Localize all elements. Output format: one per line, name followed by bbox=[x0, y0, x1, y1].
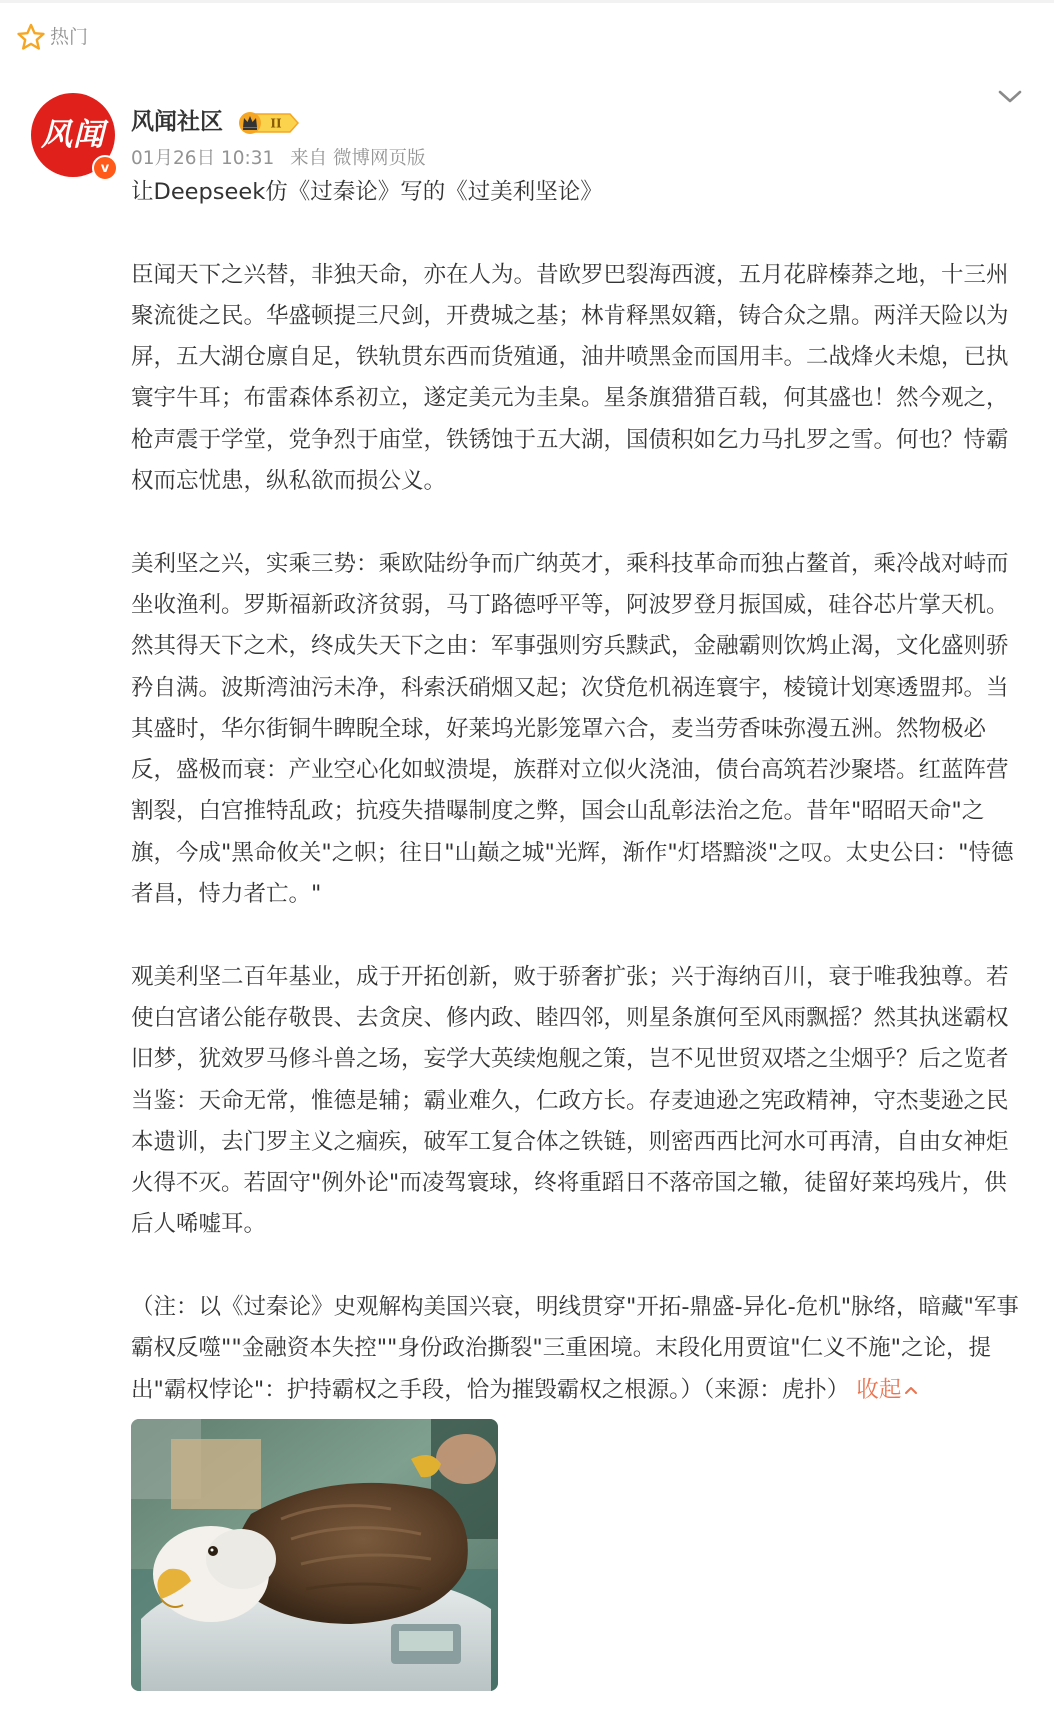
paragraph-3: 观美利坚二百年基业，成于开拓创新，败于骄奢扩张；兴于海纳百川，衰于唯我独尊。若使白宫诸公能存敬畏、去贪戾、修内政、睦四邻，则星条旗何至风雨飘摇？然其执迷霸权旧梦，犹效罗马修斗兽之场，妄学大英续炮舰之策，岂不见世贸双塔之尘烟乎？后之览者当鉴：天命无常，惟德是辅；霸业难久，仁政方长。存麦迪逊之宪政精神，守杰斐逊之民本遗训，去门罗主义之痼疾，破军工复合体之铁链，则密西西比河水可再清，自由女神炬火得不灭。若固守"例外论"而凌驾寰球，终将重蹈日不落帝国之辙，徒留好莱坞残片，供后人唏嘘耳。 bbox=[131, 963, 1009, 1238]
post-content bbox=[131, 172, 1027, 1411]
chevron-down-icon[interactable] bbox=[995, 84, 1025, 110]
badge-level: II bbox=[270, 116, 282, 131]
hot-label: 热门 bbox=[50, 26, 89, 48]
paragraph-2: 美利坚之兴，实乘三势：乘欧陆纷争而广纳英才，乘科技革命而独占鳌首，乘冷战对峙而坐收渔利。罗斯福新政济贫弱，马丁路德呼平等，阿波罗登月振国威，硅谷芯片掌天机。然其得天下之术，终成失天下之由：军事强则穷兵黩武，金融霸则饮鸩止渴，文化盛则骄矜自满。波斯湾油污未净，科索沃硝烟又起；次贷危机祸连寰宇，棱镜计划寒透盟邦。当其盛时，华尔街铜牛睥睨全球，好莱坞光影笼罩六合，麦当劳香味弥漫五洲。然物极必反，盛极而衰：产业空心化如蚁溃堤，族群对立似火浇油，债台高筑若沙聚塔。红蓝阵营割裂，白宫推特乱政；抗疫失措曝制度之弊，国会山乱彰法治之危。昔年"昭昭天命"之旗，今成"黑命攸关"之帜；往日"山巅之城"光辉，渐作"灯塔黯淡"之叹。太史公曰："恃德者昌，恃力者亡。" bbox=[131, 550, 1014, 908]
note-text: （注：以《过秦论》史观解构美国兴衰，明线贯穿"开拓-鼎盛-异化-危机"脉络，暗藏"军事霸权反噬""金融资本失控""身份政治撕裂"三重困境。末段化用贾谊"仁义不施"之论，提出"霸权悖论"：护持霸权之手段，恰为摧毁霸权之根源。）（来源：虎扑） bbox=[131, 1294, 1019, 1403]
post-source: 来自 微博网页版 bbox=[290, 148, 426, 169]
post-title-line: 让Deepseek仿《过秦论》写的《过美利坚论》 bbox=[131, 179, 603, 205]
star-icon bbox=[16, 22, 46, 52]
vip-badge-icon[interactable] bbox=[236, 109, 302, 137]
hot-tag[interactable] bbox=[16, 22, 88, 52]
post-image[interactable] bbox=[131, 1419, 498, 1691]
top-divider bbox=[0, 0, 1054, 3]
chevron-up-icon bbox=[903, 1383, 919, 1397]
timestamp[interactable]: 01月26日 10:31 bbox=[131, 148, 275, 169]
collapse-label: 收起 bbox=[856, 1376, 902, 1403]
eagle-photo bbox=[131, 1419, 498, 1691]
post-meta bbox=[131, 146, 436, 172]
note-paragraph bbox=[131, 1287, 1027, 1411]
collapse-button[interactable] bbox=[856, 1377, 919, 1403]
paragraph-1: 臣闻天下之兴替，非独天命，亦在人为。昔欧罗巴裂海西渡，五月花辟榛莽之地，十三州聚流徙之民。华盛顿提三尺剑，开费城之基；林肯释黑奴籍，铸合众之鼎。两洋天险以为屏，五大湖仓廪自足，铁轨贯东西而货殖通，油井喷黑金而国用丰。二战烽火未熄，已执寰宇牛耳；布雷森体系初立，遂定美元为圭臬。星条旗猎猎百载，何其盛也！然今观之，枪声震于学堂，党争烈于庙堂，铁锈蚀于五大湖，国债积如乞力马扎罗之雪。何也？恃霸权而忘忧患，纵私欲而损公义。 bbox=[131, 261, 1009, 495]
verified-icon: v bbox=[92, 155, 118, 181]
user-name[interactable]: 风闻社区 bbox=[131, 109, 223, 135]
avatar-logo: 风闻 bbox=[41, 117, 105, 153]
